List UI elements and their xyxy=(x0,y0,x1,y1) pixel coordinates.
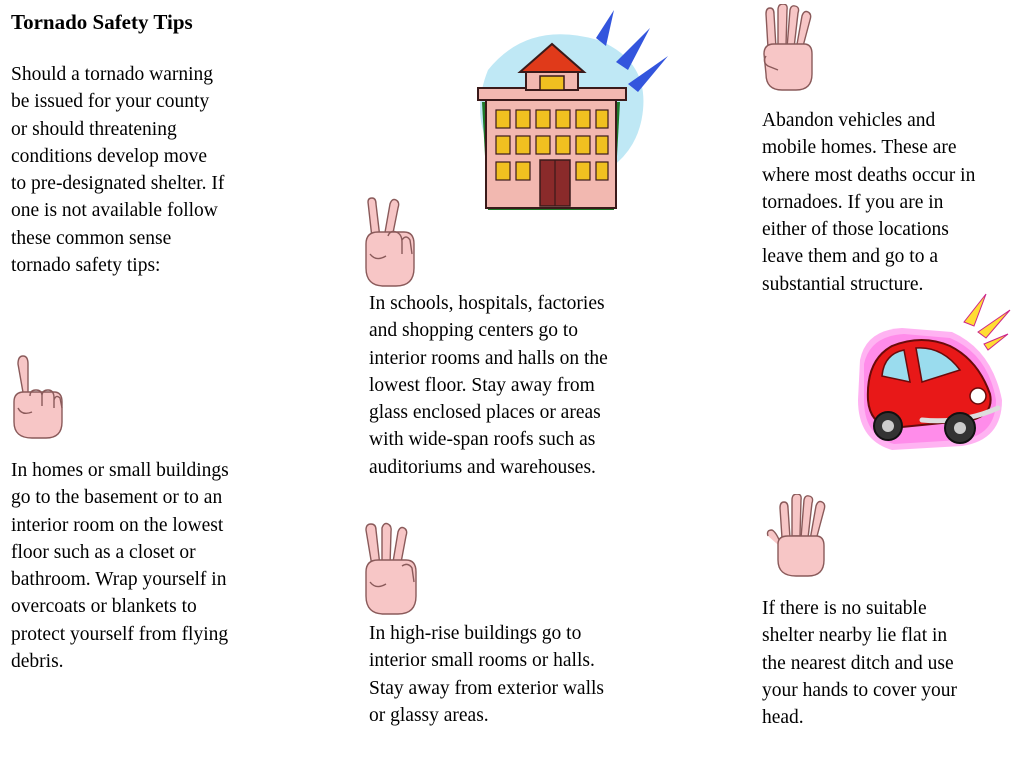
text-line: either of those locations xyxy=(762,219,949,241)
text-line: Stay away from exterior walls xyxy=(369,677,605,699)
text-line: your hands to cover your xyxy=(762,679,957,701)
text-line: debris. xyxy=(11,651,64,673)
text-line: In schools, hospitals, factories xyxy=(369,293,605,314)
text-line: interior room on the lowest xyxy=(11,514,224,536)
text-line: leave them and go to a xyxy=(762,246,938,268)
text-line: glass enclosed places or areas xyxy=(369,402,601,424)
text-line: or glassy areas. xyxy=(369,704,489,726)
text-line: If there is no suitable xyxy=(762,598,927,619)
one-finger-hand-icon xyxy=(10,352,66,440)
text-line: Abandon vehicles and xyxy=(762,110,936,131)
four-fingers-hand-icon xyxy=(760,4,816,92)
text-line: tornado safety tips: xyxy=(11,255,161,277)
text-line: auditoriums and warehouses. xyxy=(369,456,596,478)
text-line: interior small rooms or halls. xyxy=(369,650,595,672)
text-line: head. xyxy=(762,707,804,729)
text-line: go to the basement or to an xyxy=(11,487,223,509)
text-line: and shopping centers go to xyxy=(369,320,579,342)
text-line: shelter nearby lie flat in xyxy=(762,625,948,647)
three-fingers-hand-icon xyxy=(362,522,420,616)
text-line: In high-rise buildings go to xyxy=(369,623,582,644)
text-line: interior rooms and halls on the xyxy=(369,347,608,369)
text-line: conditions develop move xyxy=(11,145,208,167)
text-line: lowest floor. Stay away from xyxy=(369,374,595,396)
text-line: tornadoes. If you are in xyxy=(762,191,944,213)
tip-3-text xyxy=(369,620,604,729)
text-line: the nearest ditch and use xyxy=(762,652,954,674)
text-line: In homes or small buildings xyxy=(11,460,229,481)
page-title: Tornado Safety Tips xyxy=(11,10,193,34)
text-line: one is not available follow xyxy=(11,200,218,222)
text-line: to pre-designated shelter. If xyxy=(11,173,225,195)
five-fingers-hand-icon xyxy=(766,494,834,578)
tip-4-text xyxy=(762,107,975,298)
school-building-icon xyxy=(468,10,668,216)
tip-1-text xyxy=(11,457,229,675)
tip-5-text xyxy=(762,595,957,731)
text-line: mobile homes. These are xyxy=(762,137,957,159)
text-line: floor such as a closet or xyxy=(11,541,196,563)
text-line: be issued for your county xyxy=(11,91,210,113)
text-line: where most deaths occur in xyxy=(762,164,976,186)
text-line: with wide-span roofs such as xyxy=(369,429,596,451)
tip-2-text xyxy=(369,290,608,481)
two-fingers-hand-icon xyxy=(362,196,418,288)
text-line: substantial structure. xyxy=(762,273,924,295)
text-line: these common sense xyxy=(11,227,172,249)
text-line: overcoats or blankets to xyxy=(11,596,197,618)
text-line: bathroom. Wrap yourself in xyxy=(11,569,227,591)
intro-paragraph xyxy=(11,61,224,279)
text-line: or should threatening xyxy=(11,118,177,140)
text-line: Should a tornado warning xyxy=(11,64,214,85)
text-line: protect yourself from flying xyxy=(11,623,229,645)
red-car-icon xyxy=(852,290,1016,454)
